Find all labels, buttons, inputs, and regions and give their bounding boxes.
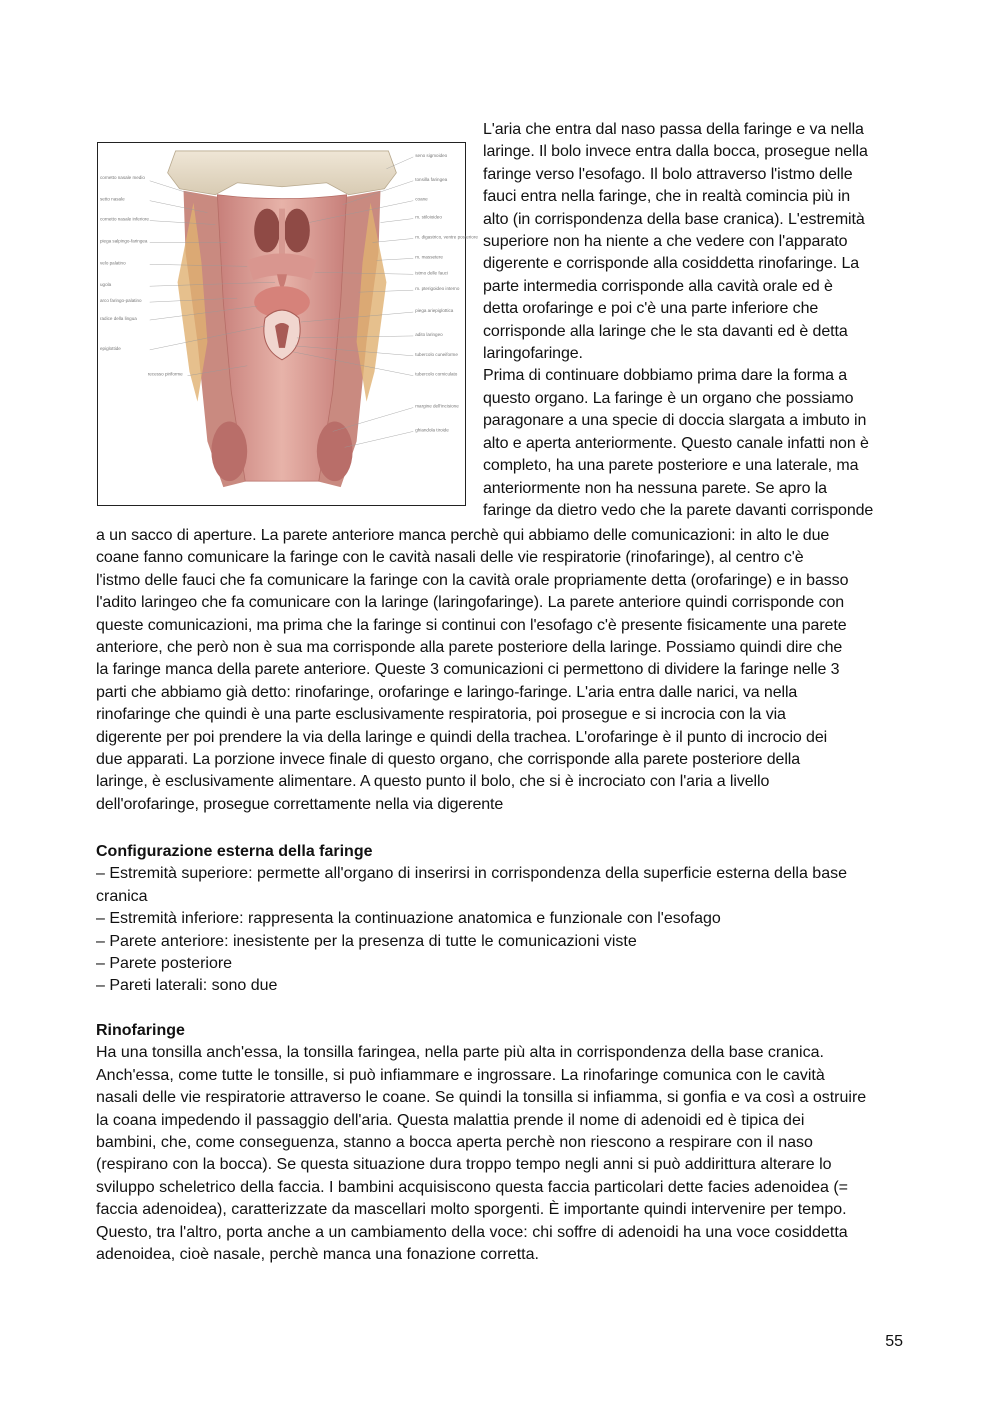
fig-label-right-12: margine dell'incisione [415, 403, 459, 409]
rhinopharynx-section [96, 1020, 906, 1266]
text-line: nasali delle vie respiratorie attraverso le coane. Se quindi la tonsilla si infiamma, si gonfia e va così a ostruire [96, 1089, 867, 1107]
page-number: 55 [885, 1333, 903, 1350]
text-line: paragonare a una specie di doccia slargata a imbuto in [483, 412, 867, 430]
fig-label-left-0: cornetto nasale medio [100, 174, 145, 180]
text-line: faccia adenoidea), caratterizzate da mascellari molto sporgenti. È importante quindi intervenire per tempo. [96, 1201, 847, 1219]
fig-label-left-2: cornetto nasale inferiore [100, 216, 149, 222]
text-line: (respirano con la bocca). Se questa situazione dura troppo tempo negli anni si può addirittura alterare lo [96, 1156, 832, 1174]
text-line: l'istmo delle fauci che fa comunicare la faringe con la cavità orale propriamente detta (orofaringe) e in basso [96, 571, 849, 589]
text-line: Anch'essa, come tutte le tonsille, si può infiammare e ingrossare. La rinofaringe comunica con le cavità [96, 1066, 825, 1084]
section-heading: Configurazione esterna della faringe [96, 843, 373, 860]
text-line: bambini, che, come conseguenza, stanno a bocca aperta perchè non riescono a respirare con il naso [96, 1134, 813, 1152]
text-line: dell'orofaringe, prosegue correttamente nella via digerente [96, 795, 504, 813]
fig-label-left-6: arco faringo-palatino [100, 298, 142, 304]
list-item: – Parete posteriore [96, 955, 233, 973]
fig-label-right-9: adito laringeo [415, 331, 443, 337]
text-line: l'adito laringeo che fa comunicare con la laringe (laringofaringe). La parete anteriore quindi corrisponde con [96, 594, 845, 612]
list-item: – Parete anteriore: inesistente per la presenza di tutte le comunicazioni viste [96, 932, 637, 950]
section-heading: Rinofaringe [96, 1022, 185, 1039]
fig-label-right-5: m. massetere [415, 254, 443, 260]
text-line: la faringe manca della parete anteriore. Queste 3 comunicazioni ci permettono di dividere la faringe nelle 3 [96, 661, 840, 679]
text-line: laringofaringe. [483, 345, 583, 363]
list-item: – Pareti laterali: sono due [96, 977, 278, 995]
text-line: Ha una tonsilla anch'essa, la tonsilla faringea, nella parte più alta in corrispondenza della base cranica. [96, 1044, 824, 1062]
text-line: anteriore, che però non è sua ma corrisponde alla parete posteriore della laringe. Possiamo quindi dire che [96, 639, 843, 657]
fig-label-left-9: recesso piriforme [147, 371, 183, 377]
text-line: Questo, tra l'altro, porta anche a un cambiamento della voce: chi soffre di adenoidi ha una voce cosiddetta [96, 1223, 848, 1241]
text-line: due apparati. La porzione invece finale di questo organo, che corrisponde alla parete posteriore della [96, 751, 801, 769]
text-line: la coana impedendo il passaggio dell'aria. Questa malattia prende il nome di adenoidi ed è tipica dei [96, 1111, 805, 1129]
fig-label-right-13: ghiandola tiroide [415, 427, 449, 433]
list-item: cranica [96, 887, 148, 905]
text-line: completo, ha una parete posteriore e una laterale, ma [483, 457, 859, 475]
fig-label-right-0: seno sigmoideo [415, 152, 448, 158]
text-line: a un sacco di aperture. La parete anteriore manca perchè qui abbiamo delle comunicazioni: in alto le due [96, 527, 830, 544]
text-line: digerente e corrisponde alla cosiddetta rinofaringe. La [483, 255, 860, 273]
intro-paragraph [483, 119, 903, 522]
text-line: parte intermedia corrisponde alla cavità orale ed è [483, 277, 833, 295]
text-line: alto (in corrispondenza della base cranica). L'estremità [483, 210, 865, 228]
fig-label-left-7: radice della lingua [100, 316, 137, 322]
list-item: – Estremità inferiore: rappresenta la continuazione anatomica e funzionale con l'esofago [96, 910, 721, 928]
text-line: rinofaringe che quindi è una parte esclusivamente respiratoria, poi prosegue e si incrocia con la via [96, 706, 786, 724]
text-line: anteriormente non ha nessuna parete. Se apro la [483, 479, 827, 497]
fig-label-left-4: velo palatino [100, 260, 126, 266]
text-line: parti che abbiamo già detto: rinofaringe, orofaringe e laringo-faringe. L'aria entra dalle narici, va nella [96, 683, 798, 701]
text-line: fauci entra nella faringe, che in realtà comincia più in [483, 188, 851, 206]
fig-label-right-7: m. pterigoideo interno [415, 286, 460, 292]
fig-label-left-8: epiglottide [100, 345, 121, 351]
pharynx-drawing [98, 143, 478, 505]
text-line: laringe, è esclusivamente alimentare. A questo punto il bolo, che si è incrociato con l'aria a livello [96, 773, 770, 791]
fig-label-left-5: ugola [100, 282, 112, 288]
fig-label-right-10: tubercolo cuneiforme [415, 351, 458, 357]
text-line: laringe. Il bolo invece entra dalla bocca, prosegue nella [483, 143, 868, 161]
text-line: superiore non ha niente a che vedere con l'apparato [483, 233, 848, 251]
text-line: L'aria che entra dal naso passa della faringe e va nella [483, 121, 864, 138]
fig-label-right-8: piega ariepiglottica [415, 308, 454, 314]
text-line: faringe da dietro vedo che la parete davanti corrisponde [483, 501, 874, 519]
text-line: alto e aperta anteriormente. Questo canale infatti non è [483, 434, 869, 452]
text-line: faringe verso l'esofago. Il bolo attraverso l'istmo delle [483, 165, 853, 183]
fig-label-left-1: setto nasale [100, 196, 125, 202]
fig-label-right-3: m. stiloioideo [415, 214, 442, 220]
text-line: Prima di continuare dobbiamo prima dare la forma a [483, 367, 848, 385]
text-line: queste comunicazioni, ma prima che la faringe si continui con l'esofago c'è presente fisicamente una parete [96, 616, 847, 634]
continuation-paragraph [96, 525, 906, 816]
text-line: questo organo. La faringe è un organo che possiamo [483, 389, 854, 407]
text-line: coane fanno comunicare la faringe con le cavità nasali delle vie respiratorie (rinofaringe), al centro c'è [96, 549, 804, 567]
fig-label-right-2: coane [415, 196, 428, 202]
fig-label-right-6: istmo delle fauci [415, 270, 448, 276]
text-line: detta orofaringe e poi c'è una parte inferiore che [483, 300, 819, 318]
text-line: sviluppo scheletrico della faccia. I bambini acquisiscono questa faccia particolari dette facies adenoidea (= [96, 1178, 848, 1196]
text-line: adenoidea, cioè nasale, perchè manca una fonazione corretta. [96, 1246, 539, 1264]
fig-label-left-3: piega salpingo-faringea [100, 238, 148, 244]
fig-label-right-1: tonsilla faringea [415, 176, 448, 182]
pharynx-illustration [97, 142, 478, 506]
external-configuration-section [96, 841, 906, 998]
fig-label-right-11: tubercolo corniculato [415, 371, 458, 377]
text-line: digerente per poi prendere la via della laringe e quindi della trachea. L'orofaringe è il punto di incrocio dei [96, 728, 828, 746]
list-item: – Estremità superiore: permette all'organo di inserirsi in corrispondenza della superficie esterna della base [96, 865, 847, 883]
fig-label-right-4: m. digastrico, ventre posteriore [415, 234, 478, 240]
text-line: corrisponde alla laringe che le sta davanti ed è detta [483, 322, 848, 340]
